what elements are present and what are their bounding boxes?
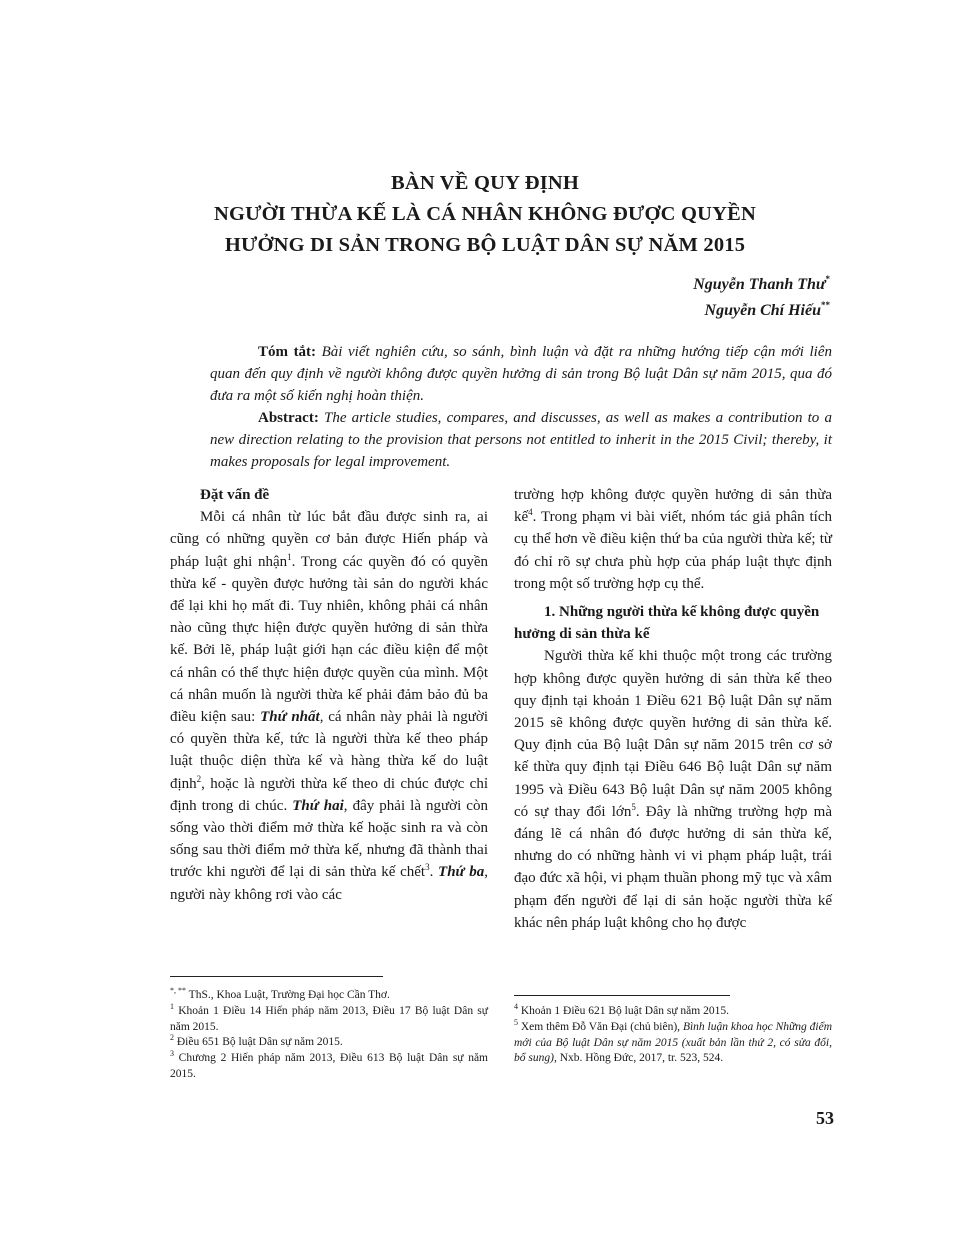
page-number: 53 xyxy=(816,1108,834,1128)
footnote-ref-2[interactable]: 2 xyxy=(196,773,202,784)
footnote-ref-3[interactable]: 3 xyxy=(425,862,430,873)
intro-paragraph-continued: trường hợp không được quyền hưởng di sản thừa kế$^4$. Trong phạm vi bài viết, nhóm tác giả phân tích cụ thể hơn về điều kiện thứ ba của người thừa kế; từ đó chỉ rõ sự chưa phù hợp của pháp luật thực định trong một số trường hợp cụ thể. xyxy=(514,487,832,592)
intro-paragraph: Mỗi cá nhân từ lúc bắt đầu được sinh ra, ai cũng có những quyền cơ bản được Hiến pháp và pháp luật ghi nhận$^1$. Trong các quyền đó có quyền thừa kế - quyền được hưởng tài sản do người khác để lại khi họ mất đi. Tuy nhiên, không phải cá nhân nào cũng thực hiện được quyền hưởng di sản thừa kế. Bởi lẽ, pháp luật giới hạn các điều kiện để một cá nhân có thể thực hiện được quyền của mình. Một cá nhân muốn là người thừa kế phải đảm bảo đủ ba điều kiện sau: Thứ nhất, cá nhân này phải là người có quyền thừa kế, tức là người thừa kế theo pháp luật thuộc diện thừa kế và hàng thừa kế do luật định$^2$, hoặc là người thừa kế theo di chúc được chỉ định trong di chúc. Thứ hai, đây phải là người còn sống vào thời điểm mở thừa kế hoặc sinh ra và còn sống sau thời điểm mở thừa kế, nhưng đã thành thai trước khi người để lại di sản thừa kế chết$^3$. Thứ ba, người này không rơi vào các xyxy=(170,509,489,903)
section-1-paragraph: Người thừa kế khi thuộc một trong các trường hợp không được quyền hưởng di sản thừa kế theo quy định tại khoản 1 Điều 621 Bộ luật Dân sự năm 2015 sẽ không được quyền hưởng di sản thừa kế. Quy định của Bộ luật Dân sự năm 2015 trên cơ sở kế thừa quy định tại Điều 646 Bộ luật Dân sự năm 1995 và Điều 643 Bộ luật Dân sự năm 2005 không có sự thay đổi lớn$^5$. Đây là những trường hợp mà đáng lẽ cá nhân đó được hưởng di sản thừa kế, nhưng do có những hành vi vi phạm pháp luật, trái đạo đức xã hội, vi phạm thuần phong mỹ tục và xâm phạm đến người để lại di sản hoặc người thừa kế khác nên pháp luật không cho họ được xyxy=(514,648,832,931)
author-1: Nguyễn Thanh Thư* xyxy=(693,274,830,293)
footnotes-right xyxy=(514,1004,832,1067)
footnote-author: *, ** ThS., Khoa Luật, Trường Đại học Cần Thơ. xyxy=(170,986,390,1001)
footnote-ref-5[interactable]: 5 xyxy=(631,801,636,812)
author-2: Nguyễn Chí Hiếu** xyxy=(704,300,830,319)
authors xyxy=(693,272,830,324)
abstract-vietnamese xyxy=(210,341,832,407)
footnote-ref-4[interactable]: 4 xyxy=(528,507,533,518)
footnote-divider-left xyxy=(170,976,383,977)
footnote-ref-1[interactable]: 1 xyxy=(287,551,292,562)
footnotes-left xyxy=(170,988,488,1083)
abstract-en-text: The article studies, compares, and discusses, as well as makes a contribution to a new direction relating to the provision that persons not entitled to inherit in the 2015 Civil; thereby, it makes proposals for legal improvement. xyxy=(210,410,832,470)
title-line-2: NGƯỜI THỪA KẾ LÀ CÁ NHÂN KHÔNG ĐƯỢC QUYỀN xyxy=(214,203,756,225)
title-line-1: BÀN VỀ QUY ĐỊNH xyxy=(390,172,580,194)
section-heading-intro: Đặt vấn đề xyxy=(200,487,270,503)
right-column xyxy=(514,484,832,934)
footnote-5: $^5$ Xem thêm Đỗ Văn Đại (chủ biên), Bình luận khoa học Những điểm mới của Bộ luật Dân sự năm 2015 (xuất bản lần thứ 2, có sửa đổi, bổ sung), Nxb. Hồng Đức, 2017, tr. 523, 524. xyxy=(514,1017,833,1065)
left-column xyxy=(170,484,488,906)
title-line-3: HƯỞNG DI SẢN TRONG BỘ LUẬT DÂN SỰ NĂM 2015 xyxy=(224,234,746,256)
section-heading-1: 1. Những người thừa kế không được quyền hưởng di sản thừa kế xyxy=(514,604,820,643)
abstract-vi-label: Tóm tắt: xyxy=(258,344,317,360)
abstract-vi-text: Bài viết nghiên cứu, so sánh, bình luận và đặt ra những hướng tiếp cận mới liên quan đến quy định về người không được quyền hưởng di sản trong Bộ luật Dân sự năm 2015, qua đó đưa ra một số kiến nghị hoàn thiện. xyxy=(210,344,832,404)
abstract-en-label: Abstract: xyxy=(258,410,319,426)
footnote-4: $^4$ Khoản 1 Điều 621 Bộ luật Dân sự năm 2015. xyxy=(514,1002,729,1017)
footnote-3: $^3$ Chương 2 Hiến pháp năm 2013, Điều 613 Bộ luật Dân sự năm 2015. xyxy=(170,1049,488,1080)
footnote-2: $^2$ Điều 651 Bộ luật Dân sự năm 2015. xyxy=(170,1033,343,1049)
footnote-1: $^1$ Khoản 1 Điều 14 Hiến pháp năm 2013, Điều 17 Bộ luật Dân sự năm 2015. xyxy=(170,1001,488,1033)
footnote-divider-right xyxy=(514,995,730,996)
article-title xyxy=(140,168,830,261)
abstract-english xyxy=(210,407,832,473)
